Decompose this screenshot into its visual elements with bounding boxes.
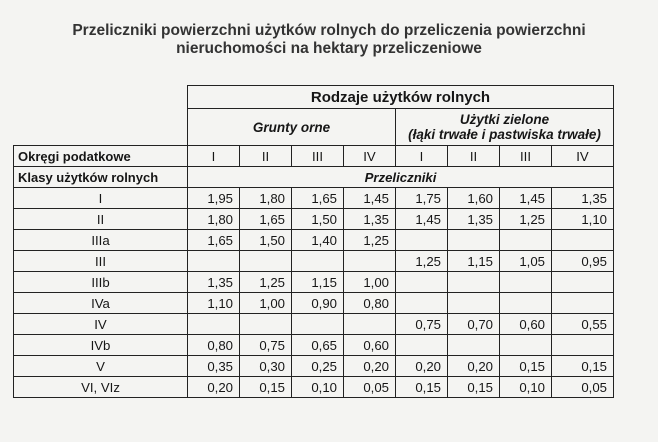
value-cell: 1,35 [552,188,614,209]
value-cell: 0,05 [552,377,614,398]
value-cell: 1,25 [240,272,292,293]
value-cell: 1,05 [500,251,552,272]
value-cell: 0,20 [448,356,500,377]
value-cell: 1,65 [240,209,292,230]
table-row [14,209,614,230]
value-cell [396,293,448,314]
value-cell: 0,35 [188,356,240,377]
class-label: V [14,356,188,377]
value-cell [500,335,552,356]
value-cell: 0,75 [396,314,448,335]
title-line-2: nieruchomości na hektary przeliczeniowe [176,40,482,57]
class-label: IIIa [14,230,188,251]
value-cell: 0,20 [188,377,240,398]
value-cell: 0,80 [344,293,396,314]
value-cell: 1,60 [448,188,500,209]
header-uzytki-zielone [396,109,614,146]
value-cell: 0,80 [188,335,240,356]
value-cell [396,230,448,251]
klasy-label: Klasy użytków rolnych [14,167,188,188]
class-label: I [14,188,188,209]
value-cell: 1,00 [344,272,396,293]
okregi-label: Okręgi podatkowe [14,146,188,167]
value-cell: 0,95 [552,251,614,272]
district-header: III [500,146,552,167]
class-label: IIIb [14,272,188,293]
value-cell [552,272,614,293]
value-cell [396,272,448,293]
table-row [14,356,614,377]
value-cell: 1,25 [344,230,396,251]
value-cell: 0,15 [552,356,614,377]
value-cell: 0,90 [292,293,344,314]
value-cell: 1,50 [292,209,344,230]
value-cell: 0,55 [552,314,614,335]
value-cell: 1,65 [292,188,344,209]
value-cell: 1,80 [188,209,240,230]
value-cell [500,230,552,251]
value-cell: 1,35 [448,209,500,230]
table-row [14,335,614,356]
value-cell: 1,45 [500,188,552,209]
district-header: IV [344,146,396,167]
value-cell: 0,20 [396,356,448,377]
table-row [14,293,614,314]
value-cell: 1,25 [500,209,552,230]
value-cell [448,230,500,251]
value-cell [292,251,344,272]
class-label: III [14,251,188,272]
value-cell: 1,65 [188,230,240,251]
value-cell: 0,70 [448,314,500,335]
header-grunty-orne: Grunty orne [188,109,396,146]
przeliczniki-table [13,85,614,398]
value-cell: 1,80 [240,188,292,209]
value-cell [448,293,500,314]
value-cell: 0,10 [292,377,344,398]
value-cell [188,314,240,335]
header-rodzaje: Rodzaje użytków rolnych [188,86,614,109]
value-cell [344,314,396,335]
value-cell [240,314,292,335]
value-cell: 0,65 [292,335,344,356]
value-cell [500,293,552,314]
corner-blank-2 [14,109,188,146]
district-header: IV [552,146,614,167]
value-cell: 1,35 [344,209,396,230]
value-cell [188,251,240,272]
value-cell: 1,15 [292,272,344,293]
value-cell: 1,45 [344,188,396,209]
value-cell: 1,00 [240,293,292,314]
value-cell: 0,20 [344,356,396,377]
value-cell [552,293,614,314]
class-label: IVb [14,335,188,356]
header-uzytki-zielone-line2: (łąki trwałe i pastwiska trwałe) [408,127,601,142]
value-cell: 0,30 [240,356,292,377]
district-header: I [396,146,448,167]
value-cell: 0,15 [240,377,292,398]
class-label: IVa [14,293,188,314]
page-title [10,22,648,58]
value-cell: 1,40 [292,230,344,251]
value-cell: 1,45 [396,209,448,230]
value-cell [448,335,500,356]
value-cell [240,251,292,272]
value-cell: 0,10 [500,377,552,398]
table-row [14,230,614,251]
class-label: IV [14,314,188,335]
district-header: II [240,146,292,167]
value-cell [552,335,614,356]
class-label: VI, VIz [14,377,188,398]
value-cell [344,251,396,272]
table-row [14,188,614,209]
value-cell: 1,10 [552,209,614,230]
corner-blank [14,86,188,109]
value-cell: 0,75 [240,335,292,356]
value-cell: 1,35 [188,272,240,293]
value-cell [500,272,552,293]
value-cell [292,314,344,335]
value-cell: 0,15 [500,356,552,377]
value-cell: 0,15 [448,377,500,398]
class-label: II [14,209,188,230]
value-cell: 0,05 [344,377,396,398]
district-header: I [188,146,240,167]
przeliczniki-label: Przeliczniki [188,167,614,188]
value-cell [448,272,500,293]
value-cell: 0,60 [344,335,396,356]
table-row [14,272,614,293]
value-cell [396,335,448,356]
title-line-1: Przeliczniki powierzchni użytków rolnych do przeliczenia powierzchni [72,22,586,39]
value-cell: 0,25 [292,356,344,377]
value-cell: 1,75 [396,188,448,209]
value-cell: 1,25 [396,251,448,272]
value-cell: 1,15 [448,251,500,272]
district-header: II [448,146,500,167]
table-row [14,314,614,335]
value-cell: 0,60 [500,314,552,335]
header-uzytki-zielone-line1: Użytki zielone [459,112,550,127]
value-cell [552,230,614,251]
district-header: III [292,146,344,167]
table-row [14,377,614,398]
value-cell: 1,10 [188,293,240,314]
value-cell: 0,15 [396,377,448,398]
value-cell: 1,50 [240,230,292,251]
value-cell: 1,95 [188,188,240,209]
table-row [14,251,614,272]
